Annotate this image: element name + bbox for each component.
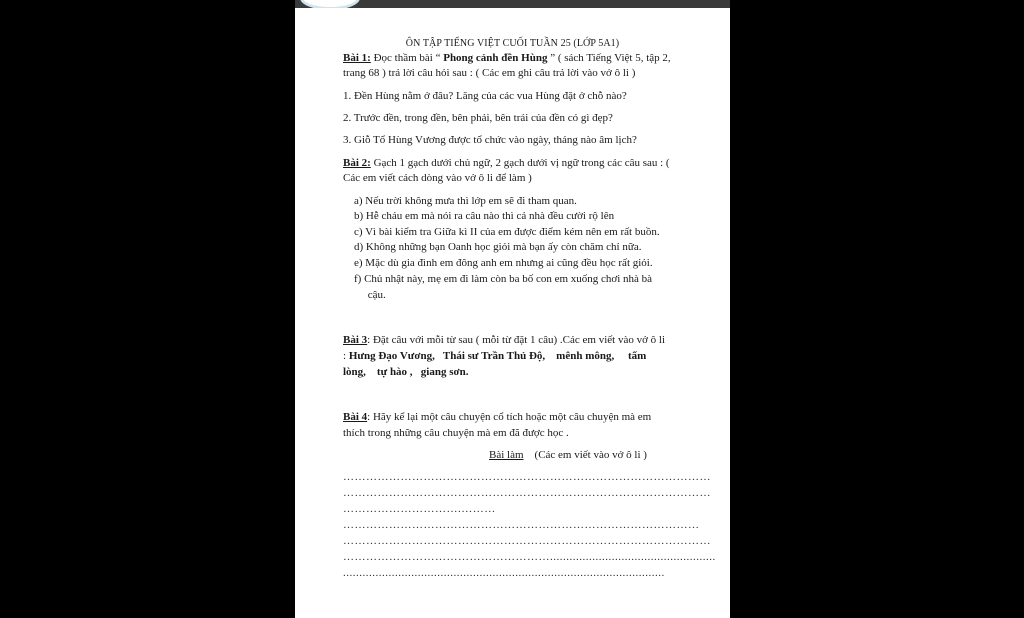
bai2-item-d: d) Không những bạn Oanh học giỏi mà bạn ấy còn chăm chỉ nữa.	[354, 241, 642, 253]
bai2-item-f-cont: cậu.	[354, 289, 386, 301]
bai2-item-c: c) Vì bài kiểm tra Giữa kì II của em được điểm kém nên em rất buồn.	[354, 226, 660, 238]
answer-line-3: ………………………….………	[343, 503, 496, 515]
document-page	[295, 8, 730, 618]
bai2-item-f: f) Chủ nhật này, mẹ em đi làm còn ba bố con em xuống chơi nhà bà	[354, 273, 653, 285]
bai2-item-e: e) Mặc dù gia đình em đông anh em nhưng ai cũng đều học rất giỏi.	[354, 257, 653, 269]
bai1-question-2: 2. Trước đền, trong đền, bên phải, bên trái của đền có gì đẹp?	[343, 112, 613, 124]
answer-label: Bài làm	[489, 449, 524, 461]
answer-line-4: …………………………………………………………………………………	[343, 519, 700, 531]
bai1-question-3: 3. Giỗ Tổ Hùng Vương được tổ chức vào ngày, tháng nào âm lịch?	[343, 134, 637, 146]
answer-line-1: ……………………………………………………………………………………	[343, 471, 711, 483]
answer-note: (Các em viết vào vở ô li )	[523, 449, 647, 461]
bai2-intro: Bài 2: Gạch 1 gạch dưới chủ ngữ, 2 gạch dưới vị ngữ trong các câu sau : (	[343, 157, 670, 169]
bai3-label: Bài 3	[343, 334, 368, 346]
bai4-intro: Bài 4: Hãy kể lại một câu chuyện cổ tích hoặc một câu chuyện mà em	[343, 411, 652, 423]
answer-line-2: ……………………………………………………………………………………	[343, 487, 711, 499]
viewer-toolbar	[295, 0, 730, 8]
bai2-item-b: b) Hễ cháu em mà nói ra câu nào thì cả nhà đều cười rộ lên	[354, 210, 615, 222]
bai1-question-1: 1. Đền Hùng nằm ở đâu? Lăng của các vua Hùng đặt ở chỗ nào?	[343, 90, 627, 102]
bai1-line2: trang 68 ) trả lời câu hỏi sau : ( Các em ghi câu trả lời vào vở ô li )	[343, 67, 636, 79]
bai1-book-title: Phong cảnh đền Hùng	[443, 52, 548, 64]
bai3-words-line2: lòng, tự hào , giang sơn.	[343, 366, 469, 378]
bai4-line2: thích trong những câu chuyện mà em đã được học .	[343, 427, 569, 439]
bai1-label: Bài 1:	[343, 52, 371, 64]
bai2-line2: Các em viết cách dòng vào vở ô li để làm )	[343, 172, 532, 184]
bai3-words-line1: : Hưng Đạo Vương, Thái sư Trần Thủ Độ, mênh mông, tấm	[343, 350, 647, 362]
bai3-intro: Bài 3: Đặt câu với mỗi từ sau ( mỗi từ đặt 1 câu) .Các em viết vào vở ô li	[343, 334, 666, 346]
answer-line-6: ………………………………………………...................................................	[343, 551, 716, 563]
bai2-label: Bài 2:	[343, 157, 371, 169]
answer-line-7: ...................................................................................................	[343, 567, 665, 579]
bai1-intro: Bài 1: Đọc thầm bài “ Phong cảnh đền Hùng ” ( sách Tiếng Việt 5, tập 2,	[343, 52, 671, 64]
document-title: ÔN TẬP TIẾNG VIỆT CUỐI TUẦN 25 (LỚP 5A1)	[405, 38, 620, 49]
bai4-label: Bài 4	[343, 411, 368, 423]
bai2-item-a: a) Nếu trời không mưa thì lớp em sẽ đi tham quan.	[354, 195, 577, 207]
answer-heading	[489, 448, 689, 463]
answer-line-5: ……………………………………………………………………………………	[343, 535, 711, 547]
